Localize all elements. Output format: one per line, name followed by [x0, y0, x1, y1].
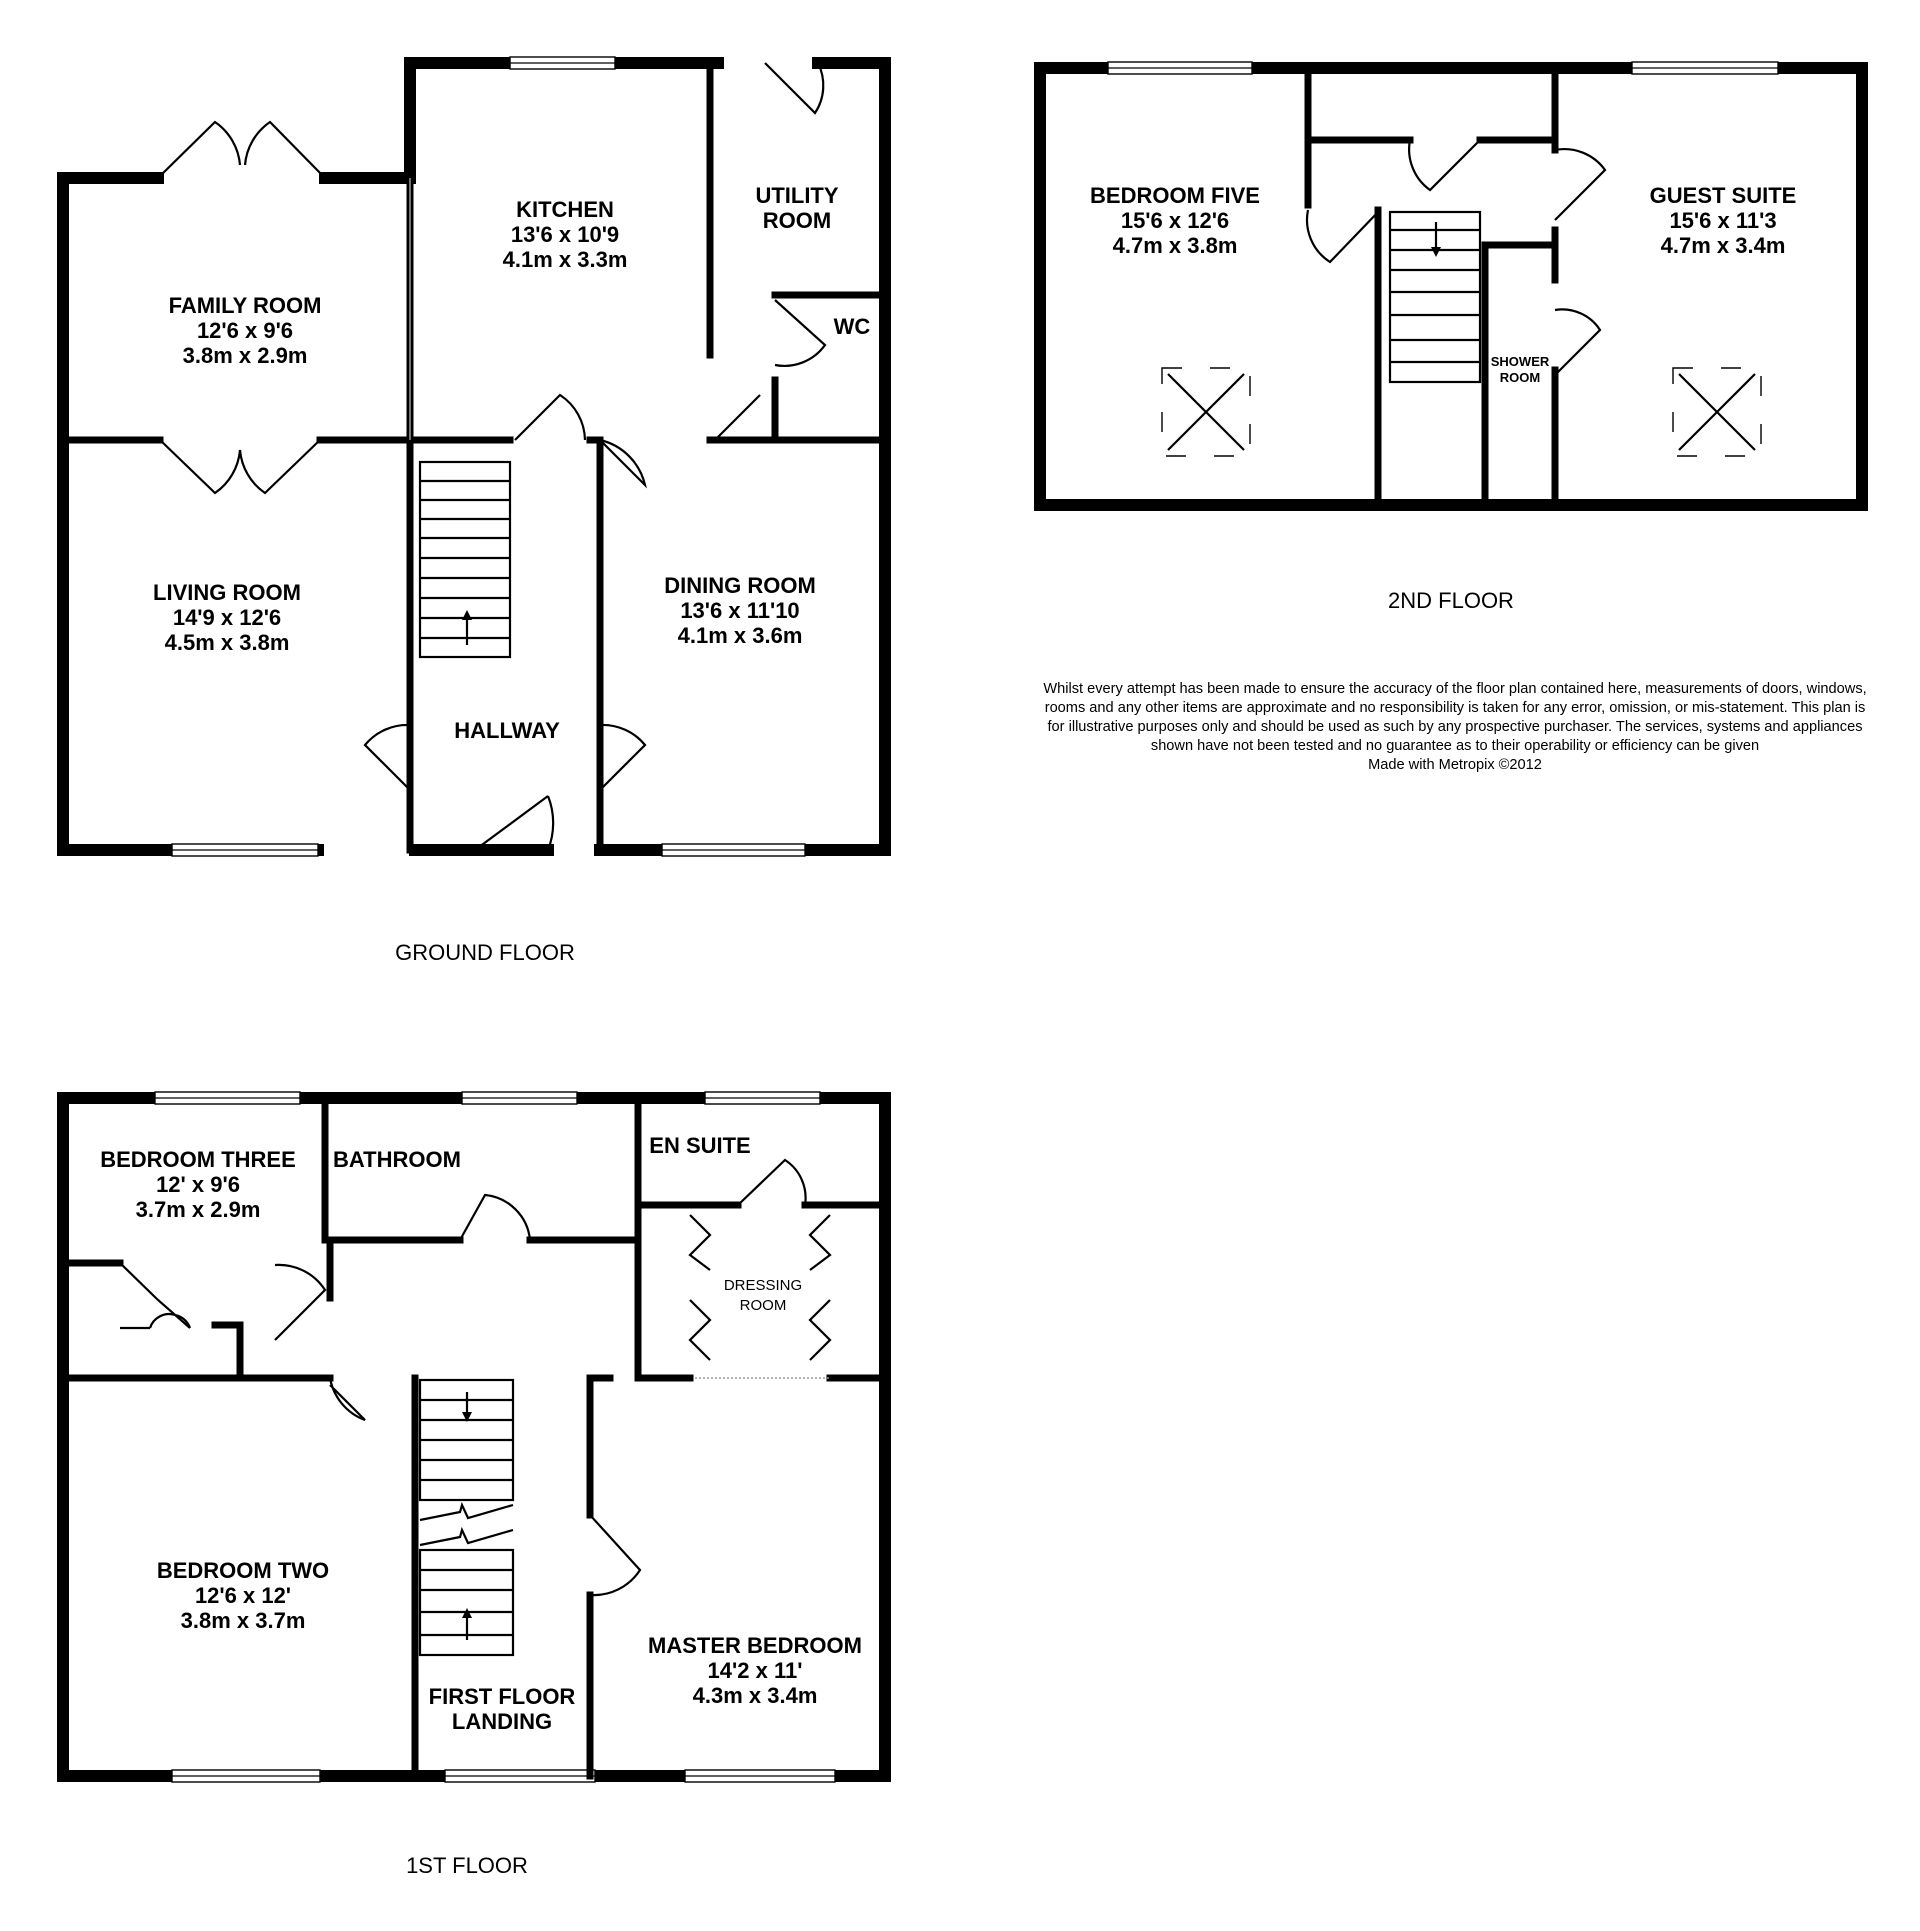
utility-label-2: ROOM: [762, 208, 832, 233]
bedroom-three-label: BEDROOM THREE: [100, 1147, 296, 1172]
hallway-label: HALLWAY: [454, 718, 560, 743]
dining-room-imperial: 13'6 x 11'10: [680, 598, 800, 623]
ground-floor-plan: [63, 57, 885, 965]
bedroom-two-imperial: 12'6 x 12': [194, 1583, 292, 1608]
landing-label-2: LANDING: [451, 1709, 553, 1734]
living-room-imperial: 14'9 x 12'6: [172, 605, 282, 630]
bedroom-three-metric: 3.7m x 2.9m: [135, 1197, 261, 1222]
family-room-imperial: 12'6 x 9'6: [196, 318, 294, 343]
dressing-room-label-1: DRESSING: [723, 1277, 803, 1294]
disclaimer-text: Whilst every attempt has been made to ensure the accuracy of the floor plan contained here, measurements of doors, windows, rooms and any other items are approximate and no responsibility is taken for any error, omission, or mis-statement. This plan is for illustrative purposes only and should be used as such by any prospective purchaser. The services, systems and appliances shown have not been tested and no guarantee as to their operability or efficiency can be given: [1043, 681, 1867, 754]
skylight-icon: [1162, 368, 1250, 456]
first-stairs: [420, 1380, 513, 1655]
master-bedroom-metric: 4.3m x 3.4m: [692, 1683, 818, 1708]
shower-room-label-2: ROOM: [1499, 370, 1541, 385]
bedroom-five-imperial: 15'6 x 12'6: [1120, 208, 1230, 233]
utility-label-1: UTILITY: [755, 183, 839, 208]
dining-room-metric: 4.1m x 3.6m: [677, 623, 803, 648]
living-room-label: LIVING ROOM: [153, 580, 301, 605]
family-room-label: FAMILY ROOM: [168, 293, 322, 318]
dressing-room-label-2: ROOM: [739, 1297, 787, 1314]
guest-suite-label: GUEST SUITE: [1649, 183, 1797, 208]
first-floor-plan: [63, 1092, 885, 1878]
bedroom-two-label: BEDROOM TWO: [156, 1558, 330, 1583]
second-floor-label: 2ND FLOOR: [1388, 588, 1514, 613]
first-floor-label: 1ST FLOOR: [406, 1853, 528, 1878]
shower-room-label-1: SHOWER: [1490, 354, 1550, 369]
second-floor-plan: [1040, 62, 1862, 613]
disclaimer: [1035, 680, 1875, 775]
dining-room-label: DINING ROOM: [664, 573, 816, 598]
second-stairs: [1390, 212, 1480, 382]
kitchen-label: KITCHEN: [516, 197, 614, 222]
guest-suite-metric: 4.7m x 3.4m: [1660, 233, 1786, 258]
master-bedroom-label: MASTER BEDROOM: [648, 1633, 862, 1658]
bedroom-five-metric: 4.7m x 3.8m: [1112, 233, 1238, 258]
bedroom-two-metric: 3.8m x 3.7m: [180, 1608, 306, 1633]
kitchen-imperial: 13'6 x 10'9: [510, 222, 620, 247]
guest-suite-imperial: 15'6 x 11'3: [1669, 208, 1777, 233]
metropix-credit: Made with Metropix ©2012: [1368, 757, 1542, 773]
bedroom-three-imperial: 12' x 9'6: [156, 1172, 240, 1197]
bedroom-five-label: BEDROOM FIVE: [1090, 183, 1260, 208]
skylight-icon: [1673, 368, 1761, 456]
wc-label: WC: [833, 314, 871, 339]
kitchen-metric: 4.1m x 3.3m: [502, 247, 628, 272]
bathroom-label: BATHROOM: [333, 1147, 461, 1172]
landing-label-1: FIRST FLOOR: [428, 1684, 576, 1709]
ground-stairs: [420, 462, 510, 657]
family-room-metric: 3.8m x 2.9m: [182, 343, 308, 368]
master-bedroom-imperial: 14'2 x 11': [707, 1658, 803, 1683]
living-room-metric: 4.5m x 3.8m: [164, 630, 290, 655]
ground-floor-label: GROUND FLOOR: [395, 940, 575, 965]
en-suite-label: EN SUITE: [649, 1133, 751, 1158]
